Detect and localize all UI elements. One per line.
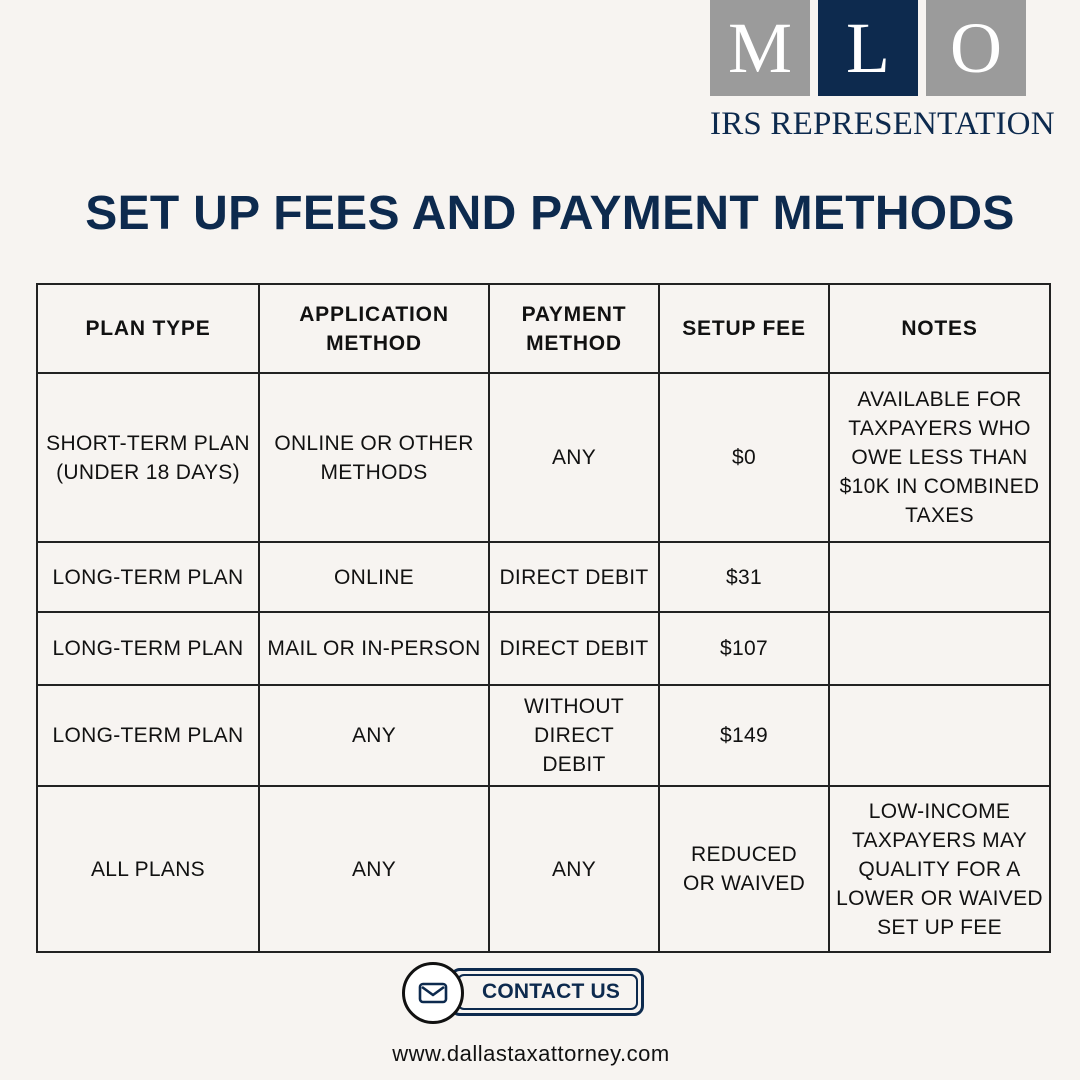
fees-table [36, 283, 1051, 953]
cell-payment-method: DIRECT DEBIT [489, 542, 659, 612]
table-row [37, 786, 1050, 952]
cell-notes [829, 612, 1050, 685]
cell-setup-fee: $107 [659, 612, 829, 685]
cell-setup-fee: $149 [659, 685, 829, 786]
logo-blocks [710, 0, 1026, 96]
cell-application-method: ANY [259, 685, 489, 786]
header-plan-type: PLAN TYPE [37, 284, 259, 373]
logo-tagline: IRS REPRESENTATION [710, 106, 1055, 142]
cell-application-method: MAIL OR IN-PERSON [259, 612, 489, 685]
contact-us-label[interactable]: CONTACT US [482, 980, 621, 1003]
header-notes: NOTES [829, 284, 1050, 373]
cell-setup-fee: REDUCED OR WAIVED [659, 786, 829, 952]
cell-application-method: ONLINE OR OTHER METHODS [259, 373, 489, 542]
cell-notes: AVAILABLE FOR TAXPAYERS WHO OWE LESS THAN $10K IN COMBINED TAXES [829, 373, 1050, 542]
table-row [37, 373, 1050, 542]
cell-plan-type: LONG-TERM PLAN [37, 612, 259, 685]
logo-letter-m: M [710, 0, 810, 96]
cell-notes [829, 685, 1050, 786]
table-row [37, 612, 1050, 685]
logo-letter-o: O [926, 0, 1026, 96]
cell-plan-type: SHORT-TERM PLAN (UNDER 18 DAYS) [37, 373, 259, 542]
cell-payment-method: ANY [489, 786, 659, 952]
cell-application-method: ONLINE [259, 542, 489, 612]
logo [710, 0, 1055, 142]
cell-setup-fee: $31 [659, 542, 829, 612]
mail-icon[interactable] [402, 962, 464, 1024]
cell-application-method: ANY [259, 786, 489, 952]
table-header-row [37, 284, 1050, 373]
table-row [37, 542, 1050, 612]
table-row [37, 685, 1050, 786]
cell-notes: LOW-INCOME TAXPAYERS MAY QUALITY FOR A LOWER OR WAIVED SET UP FEE [829, 786, 1050, 952]
header-application-method: APPLICATION METHOD [259, 284, 489, 373]
cell-setup-fee: $0 [659, 373, 829, 542]
page-title: SET UP FEES AND PAYMENT METHODS [85, 187, 1015, 240]
cell-payment-method: WITHOUT DIRECT DEBIT [489, 685, 659, 786]
cell-notes [829, 542, 1050, 612]
website-url[interactable]: www.dallastaxattorney.com [392, 1041, 670, 1066]
header-payment-method: PAYMENT METHOD [489, 284, 659, 373]
header-setup-fee: SETUP FEE [659, 284, 829, 373]
cell-plan-type: ALL PLANS [37, 786, 259, 952]
cell-payment-method: ANY [489, 373, 659, 542]
cell-payment-method: DIRECT DEBIT [489, 612, 659, 685]
logo-letter-l: L [818, 0, 918, 96]
contact-us-button[interactable] [402, 962, 646, 1024]
cell-plan-type: LONG-TERM PLAN [37, 542, 259, 612]
cell-plan-type: LONG-TERM PLAN [37, 685, 259, 786]
